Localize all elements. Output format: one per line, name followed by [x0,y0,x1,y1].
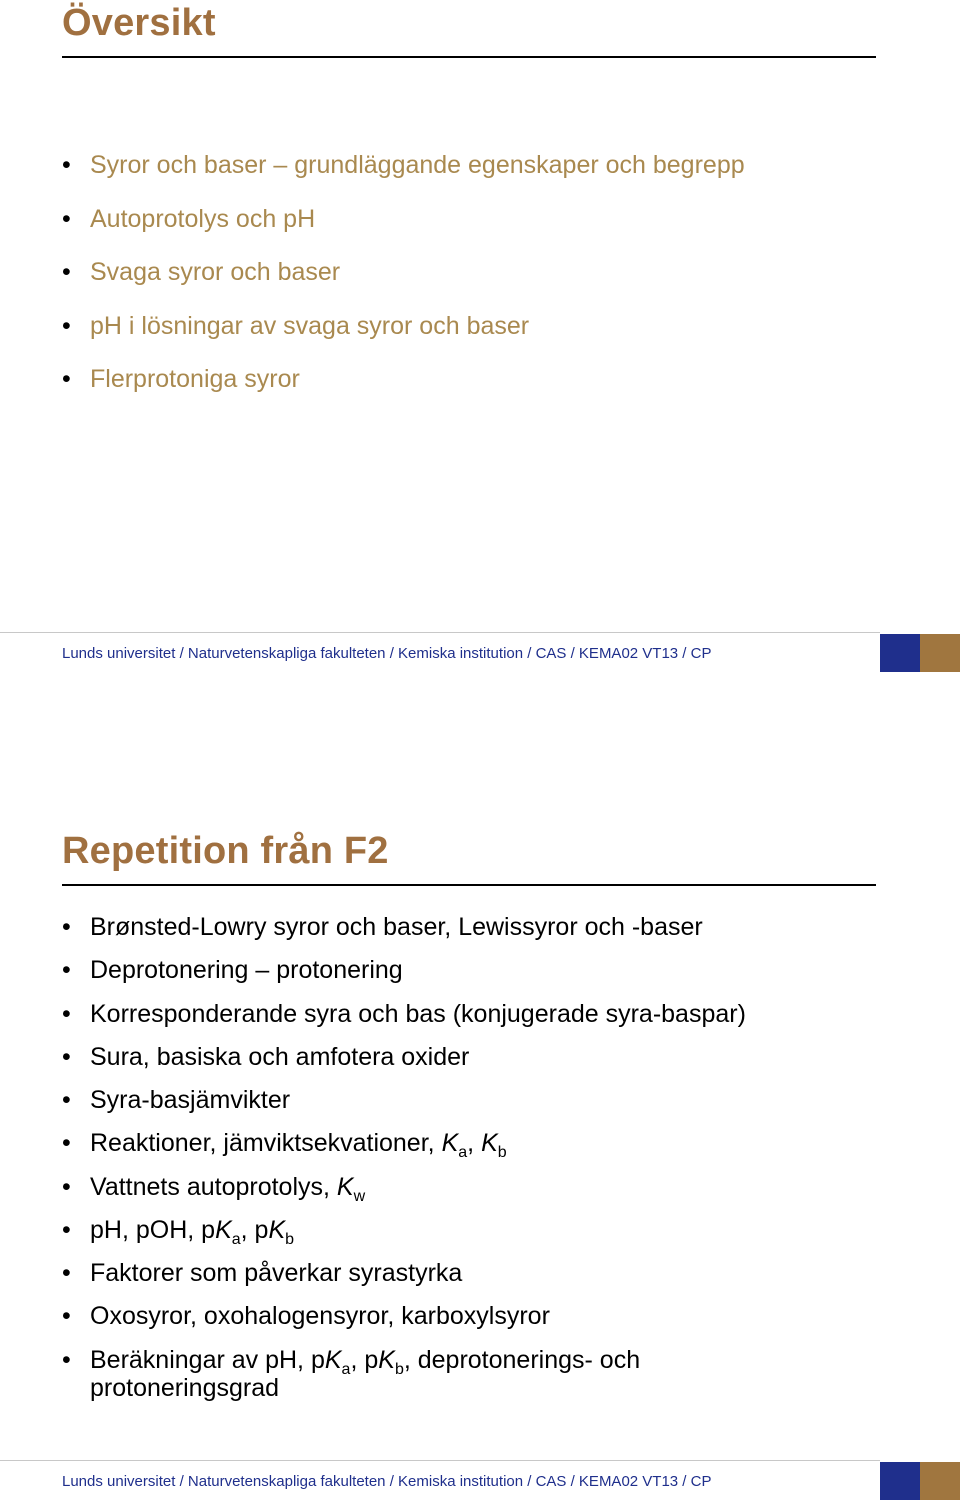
k-symbol: K [336,1172,354,1201]
logo-gold-block [920,634,960,672]
footer-text: Lunds universitet / Naturvetenskapliga fakulteten / Kemiska institution / CAS / KEMA02 VT13 / CP [62,1473,712,1490]
slide-title: Översikt [62,2,216,44]
subscript: w [353,1187,366,1205]
bullet-item [62,1129,746,1162]
text: pH, pOH, p [90,1215,216,1244]
text: , p [350,1345,379,1374]
slide-repetition [0,800,960,1500]
k-symbol: K [481,1129,498,1158]
bullet-item [62,1172,746,1205]
bullet-item: • Syra-basjämvikter [62,1086,746,1115]
text: Beräkningar av pH, p [90,1345,325,1374]
subscript: b [394,1360,404,1378]
logo-blue-block [880,634,920,672]
text: Vattnets autoprotolys, [90,1172,337,1201]
subscript: b [497,1144,507,1162]
text: , deprotonerings- och [403,1345,641,1374]
bullet-item [62,1215,746,1248]
footer-divider [0,1460,880,1461]
bullet-item: • Sura, basiska och amfotera oxider [62,1043,746,1072]
bullet-item: • Svaga syror och baser [62,258,745,287]
logo-blue-block [880,1462,920,1500]
bullet-item: • Korresponderande syra och bas (konjugerade syra-baspar) [62,1000,746,1029]
bullet-item: • Oxosyror, oxohalogensyror, karboxylsyror [62,1302,746,1331]
slide-title: Repetition från F2 [62,830,389,872]
title-divider [62,884,876,886]
logo-gold-block [920,1462,960,1500]
bullet-item: • pH i lösningar av svaga syror och baser [62,312,745,341]
text: protoneringsgrad [90,1374,280,1403]
k-symbol: K [268,1215,286,1244]
title-divider [62,56,876,58]
bullet-item: • Deprotonering – protonering [62,956,746,985]
bullet-item: • Flerprotoniga syror [62,365,745,394]
text: Reaktioner, jämviktsekvationer, [90,1129,442,1158]
footer-divider [0,632,880,633]
bullet-item: • Syror och baser – grundläggande egenskaper och begrepp [62,151,745,180]
footer-text: Lunds universitet / Naturvetenskapliga fakulteten / Kemiska institution / CAS / KEMA02 VT13 / CP [62,645,712,662]
text: , p [240,1215,269,1244]
bullet-list [62,151,745,419]
subscript: b [285,1230,295,1248]
subscript: a [231,1230,241,1248]
subscript: a [458,1144,468,1162]
text: , [467,1129,482,1158]
k-symbol: K [441,1129,459,1158]
subscript: a [341,1360,351,1378]
bullet-item: • Faktorer som påverkar syrastyrka [62,1259,746,1288]
slide-overview [0,0,960,672]
bullet-item [62,1346,746,1404]
bullet-item: • Autoprotolys och pH [62,205,745,234]
bullet-item: • Brønsted-Lowry syror och baser, Lewissyror och -baser [62,913,746,942]
bullet-list [62,913,746,1418]
k-symbol: K [378,1345,395,1374]
k-symbol: K [324,1345,342,1374]
k-symbol: K [215,1215,232,1244]
